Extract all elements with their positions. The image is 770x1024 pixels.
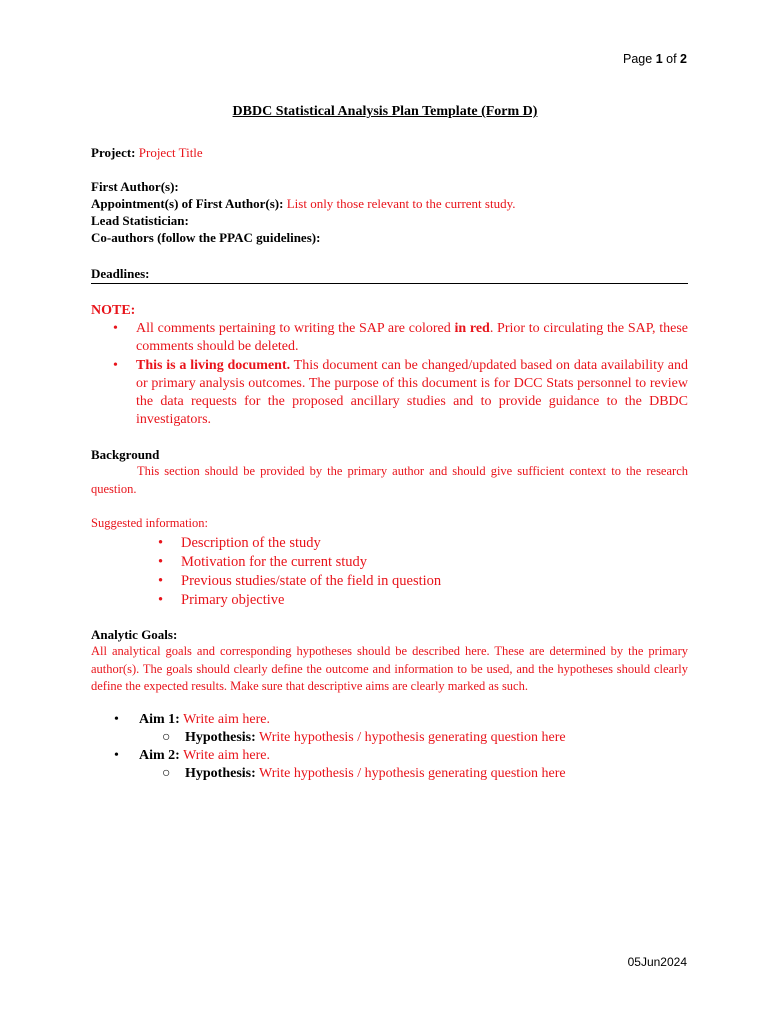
background-text: This section should be provided by the primary author and should give sufficient context to the research question. <box>91 464 688 496</box>
bullet-icon: • <box>158 535 164 551</box>
coauthors-label: Co-authors (follow the PPAC guidelines): <box>91 230 321 245</box>
bullet-icon: • <box>113 321 118 336</box>
hypothesis-value: Write hypothesis / hypothesis generating question here <box>259 766 566 781</box>
bullet-icon: • <box>114 712 119 727</box>
analytic-goals-heading: Analytic Goals: <box>91 627 178 642</box>
deadlines-line <box>91 265 688 282</box>
project-label: Project: <box>91 145 136 160</box>
aim-value: Write aim here. <box>183 748 270 763</box>
hypothesis-value: Write hypothesis / hypothesis generating question here <box>259 730 566 745</box>
suggested-item-text: Previous studies/state of the field in question <box>181 573 442 589</box>
author-section <box>91 178 688 246</box>
appointment-label: Appointment(s) of First Author(s): <box>91 196 284 211</box>
note-item2-bold: This is a living document. <box>136 357 291 373</box>
page-total: 2 <box>680 52 687 66</box>
suggested-list <box>91 534 688 610</box>
note-item-colored-red <box>91 320 688 357</box>
lead-statistician-label: Lead Statistician: <box>91 213 189 228</box>
suggested-item-text: Motivation for the current study <box>181 554 368 570</box>
footer-date: 05Jun2024 <box>627 955 687 969</box>
aim-label: Aim 2: <box>139 748 180 763</box>
circle-bullet-icon: ○ <box>162 730 171 745</box>
suggested-section <box>91 534 688 610</box>
page-of: of <box>666 52 677 66</box>
analytic-goals-section <box>91 626 688 696</box>
aims-list <box>91 711 688 783</box>
deadlines-label: Deadlines: <box>91 266 150 281</box>
circle-bullet-icon: ○ <box>162 766 171 781</box>
suggested-item-text: Description of the study <box>181 535 321 551</box>
document-title: DBDC Statistical Analysis Plan Template (Form D) <box>232 104 538 119</box>
bullet-icon: • <box>158 573 164 589</box>
aim-2 <box>91 747 688 765</box>
hypothesis-1 <box>91 729 688 747</box>
hypothesis-2 <box>91 765 688 783</box>
page-label: Page <box>623 52 653 66</box>
suggested-item-text: Primary objective <box>181 592 285 608</box>
aim-value: Write aim here. <box>183 712 270 727</box>
bullet-icon: • <box>113 357 118 373</box>
suggested-label: Suggested information: <box>91 516 208 530</box>
bullet-icon: • <box>114 748 119 763</box>
list-item <box>91 591 688 610</box>
page-number <box>623 52 687 66</box>
background-heading: Background <box>91 447 160 462</box>
note-item-living-document <box>91 357 688 430</box>
page-current: 1 <box>655 52 663 66</box>
bullet-icon: • <box>158 554 164 570</box>
appointment-line <box>91 195 688 212</box>
project-value: Project Title <box>138 145 203 160</box>
appointment-value: List only those relevant to the current study. <box>286 196 516 211</box>
analytic-goals-text: All analytical goals and corresponding hypotheses should be described here. These are determined by the primary author(s). The goals should clearly define the outcome and information to be used, and the hypotheses should clearly define the expected results. Make sure that descriptive aims are clearly marked as such. <box>91 644 688 693</box>
first-author-label: First Author(s): <box>91 179 179 194</box>
list-item <box>91 534 688 553</box>
bullet-icon: • <box>158 592 164 608</box>
aim-label: Aim 1: <box>139 712 180 727</box>
list-item <box>91 572 688 591</box>
background-section <box>91 446 688 498</box>
note-item1-bold: in red <box>454 321 490 336</box>
note-item2-text: This document can be changed/updated based on data availability and or primary analysis outcomes. The purpose of this document is for DCC Stats personnel to review the data requests for the proposed ancillary studies and to provide guidance to the DBDC investigators. <box>136 357 688 428</box>
deadlines-divider <box>91 283 688 284</box>
note-section <box>91 302 688 430</box>
project-line <box>91 144 688 161</box>
aim-1 <box>91 711 688 729</box>
note-list <box>91 320 688 430</box>
note-label: NOTE: <box>91 303 136 318</box>
list-item <box>91 553 688 572</box>
hypothesis-label: Hypothesis: <box>185 730 256 745</box>
note-item1-text-post: . Prior to circulating the SAP, these comments should be deleted. <box>136 321 688 355</box>
hypothesis-label: Hypothesis: <box>185 766 256 781</box>
note-item1-text: All comments pertaining to writing the SAP are colored <box>136 321 455 336</box>
